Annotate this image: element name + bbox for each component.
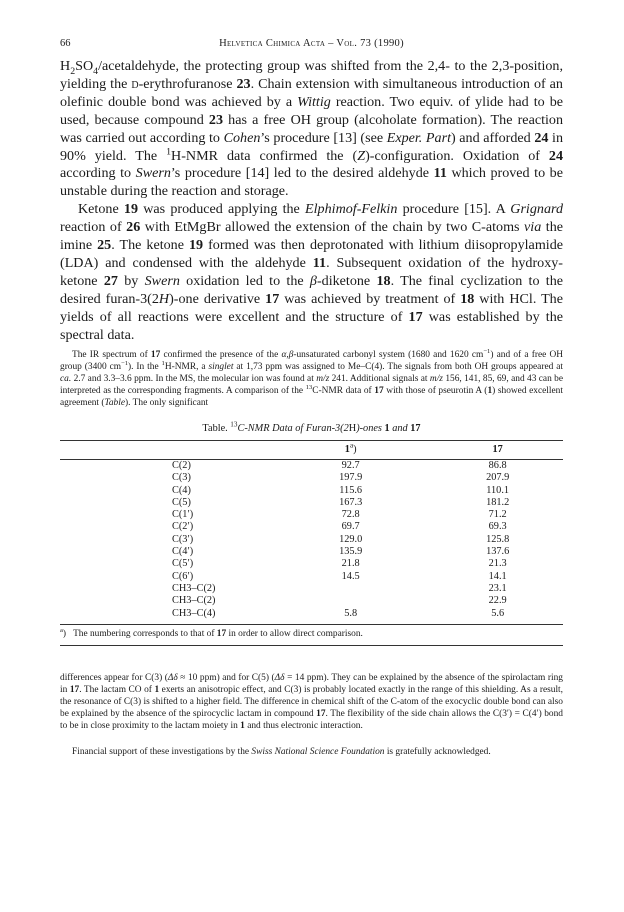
value-compound-1: 21.8 bbox=[341, 558, 360, 570]
table-row bbox=[60, 497, 563, 509]
table-row bbox=[60, 521, 563, 533]
table-row bbox=[60, 485, 563, 497]
row-label: C(6′) bbox=[172, 570, 194, 582]
table-row bbox=[60, 571, 563, 583]
value-compound-17: 207.9 bbox=[486, 472, 510, 484]
value-compound-17: 23.1 bbox=[488, 582, 507, 594]
nmr-table bbox=[60, 440, 563, 625]
page-number: 66 bbox=[60, 38, 71, 49]
row-label: C(2′) bbox=[172, 521, 194, 533]
value-compound-1: 197.9 bbox=[339, 472, 363, 484]
row-label: C(4′) bbox=[172, 546, 194, 558]
table-row bbox=[60, 546, 563, 558]
row-label: C(5′) bbox=[172, 558, 194, 570]
value-compound-17: 86.8 bbox=[488, 459, 507, 471]
small-text-1 bbox=[60, 349, 563, 409]
acknowledgement: Financial support of these investigations by the Swiss National Science Foundation is gratefully acknowledged. bbox=[72, 747, 491, 758]
value-compound-1: 72.8 bbox=[341, 509, 360, 521]
table-row bbox=[60, 509, 563, 521]
row-label: C(3) bbox=[172, 472, 191, 484]
table-row bbox=[60, 534, 563, 546]
value-compound-1: 69.7 bbox=[341, 521, 360, 533]
row-label: CH3–C(2) bbox=[172, 595, 216, 607]
column-header-17: 17 bbox=[432, 440, 563, 459]
value-compound-1: 14.5 bbox=[341, 570, 360, 582]
value-compound-1: 115.6 bbox=[339, 484, 363, 496]
value-compound-1: 5.8 bbox=[269, 608, 432, 625]
running-header bbox=[60, 38, 563, 58]
paragraph-1: $H_2SO_4$/acetaldehyde, the protecting group was shifted from the 2,4- to the 2,3-position, yielding the d-erythrofuranose 23. Chain extension with simultaneous introduction of an olefinic double bond was achieved by a Wittig reaction. Two equiv. of ylide had to be used, because compound 23 has a free OH group (alcoholate formation). The reaction was carried out according to Cohen’s procedure [13] (see Exper. Part) and afforded 24 in 90% yield. The $^1$H-NMR data confirmed the (Z)-configuration. Oxidation of 24 according to Swern’s procedure [14] led to the desired aldehyde 11 which proved to be unstable during the reaction and storage. bbox=[60, 58, 564, 200]
value-compound-1 bbox=[269, 583, 432, 595]
journal-title: Helvetica Chimica Acta – Vol. 73 (1990) bbox=[219, 38, 404, 49]
paragraph-2: Ketone 19 was produced applying the Elphimof-Felkin procedure [15]. A Grignard reaction of 26 with EtMgBr allowed the extension of the chain by two C-atoms via the imine 25. The ketone 19 formed was then deprotonated with lithium diisopropylamide (LDA) and condensed with the aldehyde 11. Subsequent oxidation of the hydroxy-ketone 27 by Swern oxidation led to the β-diketone 18. The final cyclization to the desired furan-3(2H)-one derivative 17 was achieved by treatment of 18 with HCl. The yields of all reactions were excellent and the structure of 17 was established by the spectral data. bbox=[60, 201, 563, 343]
value-compound-17: 69.3 bbox=[488, 521, 507, 533]
table-row bbox=[60, 558, 563, 570]
table-caption: Table. $^{13}$C-NMR Data of Furan-3(2H)-ones 1 and 17 bbox=[202, 420, 421, 434]
table-row bbox=[60, 459, 563, 472]
table-row bbox=[60, 472, 563, 484]
row-label: C(2) bbox=[172, 459, 191, 471]
row-label: C(1′) bbox=[172, 509, 194, 521]
value-compound-17: 5.6 bbox=[432, 608, 563, 625]
row-label: C(4) bbox=[172, 484, 191, 496]
value-compound-17: 181.2 bbox=[486, 496, 510, 508]
value-compound-17: 22.9 bbox=[488, 595, 507, 607]
row-label: CH3–C(2) bbox=[172, 582, 216, 594]
main-text bbox=[60, 58, 563, 345]
row-label: C(5) bbox=[172, 496, 191, 508]
page bbox=[60, 38, 563, 758]
value-compound-17: 125.8 bbox=[486, 533, 510, 545]
value-compound-17: 71.2 bbox=[488, 509, 507, 521]
value-compound-1: 129.0 bbox=[339, 533, 363, 545]
value-compound-1 bbox=[269, 595, 432, 607]
table-row bbox=[60, 608, 563, 625]
small-paragraph-1: The IR spectrum of 17 confirmed the presence of the α,β-unsaturated carbonyl system (1680 and 1620 $cm^{-1}$) and of a free OH group (3400 $cm^{-1}$). In the $^1$H-NMR, a singlet at 1,73 ppm was assigned to Me–C(4). The signals from both OH groups appeared at ca. 2.7 and 3.3–3.6 ppm. In the MS, the molecular ion was found at m/z 241. Additional signals at m/z 156, 141, 85, 69, and 43 can be interpreted as the corresponding fragments. A comparison of the $^{13}$C-NMR data of 17 with those of pseurotin A (1) showed excellent agreement (Table). The only significant bbox=[60, 347, 564, 408]
value-compound-1: 135.9 bbox=[339, 546, 363, 558]
column-header-1: 1$^a$) bbox=[269, 440, 432, 459]
small-text-2 bbox=[60, 672, 563, 759]
value-compound-1: 92.7 bbox=[341, 459, 360, 471]
table-row bbox=[60, 583, 563, 595]
value-compound-17: 110.1 bbox=[486, 484, 510, 496]
value-compound-17: 21.3 bbox=[488, 558, 507, 570]
value-compound-1: 167.3 bbox=[339, 496, 363, 508]
table-footnote: $^a$) The numbering corresponds to that of 17 in order to allow direct comparison. bbox=[60, 629, 563, 646]
row-label: C(3′) bbox=[172, 533, 194, 545]
small-paragraph-2: differences appear for C(3) (Δδ ≈ 10 ppm) and for C(5) (Δδ = 14 ppm). They can be explained by the absence of the spirolactam ring in 17. The lactam CO of 1 exerts an anisotropic effect, and C(3) is probably located exactly in the range of this shielding. As a result, the resonance of C(3) is shifted to a higher field. The difference in chemical shift of the C-atom of the exocyclic double bond can also be explained by the absence of the spirocyclic lactam in compound 17. The flexibility of the side chain allows the C(3′) = C(4′) bond to be in close proximity to the lactam moiety in 1 and thus electronic interaction. bbox=[60, 672, 563, 732]
row-label: CH3–C(4) bbox=[60, 608, 269, 625]
value-compound-17: 14.1 bbox=[488, 570, 507, 582]
value-compound-17: 137.6 bbox=[486, 546, 510, 558]
table-row bbox=[60, 595, 563, 607]
